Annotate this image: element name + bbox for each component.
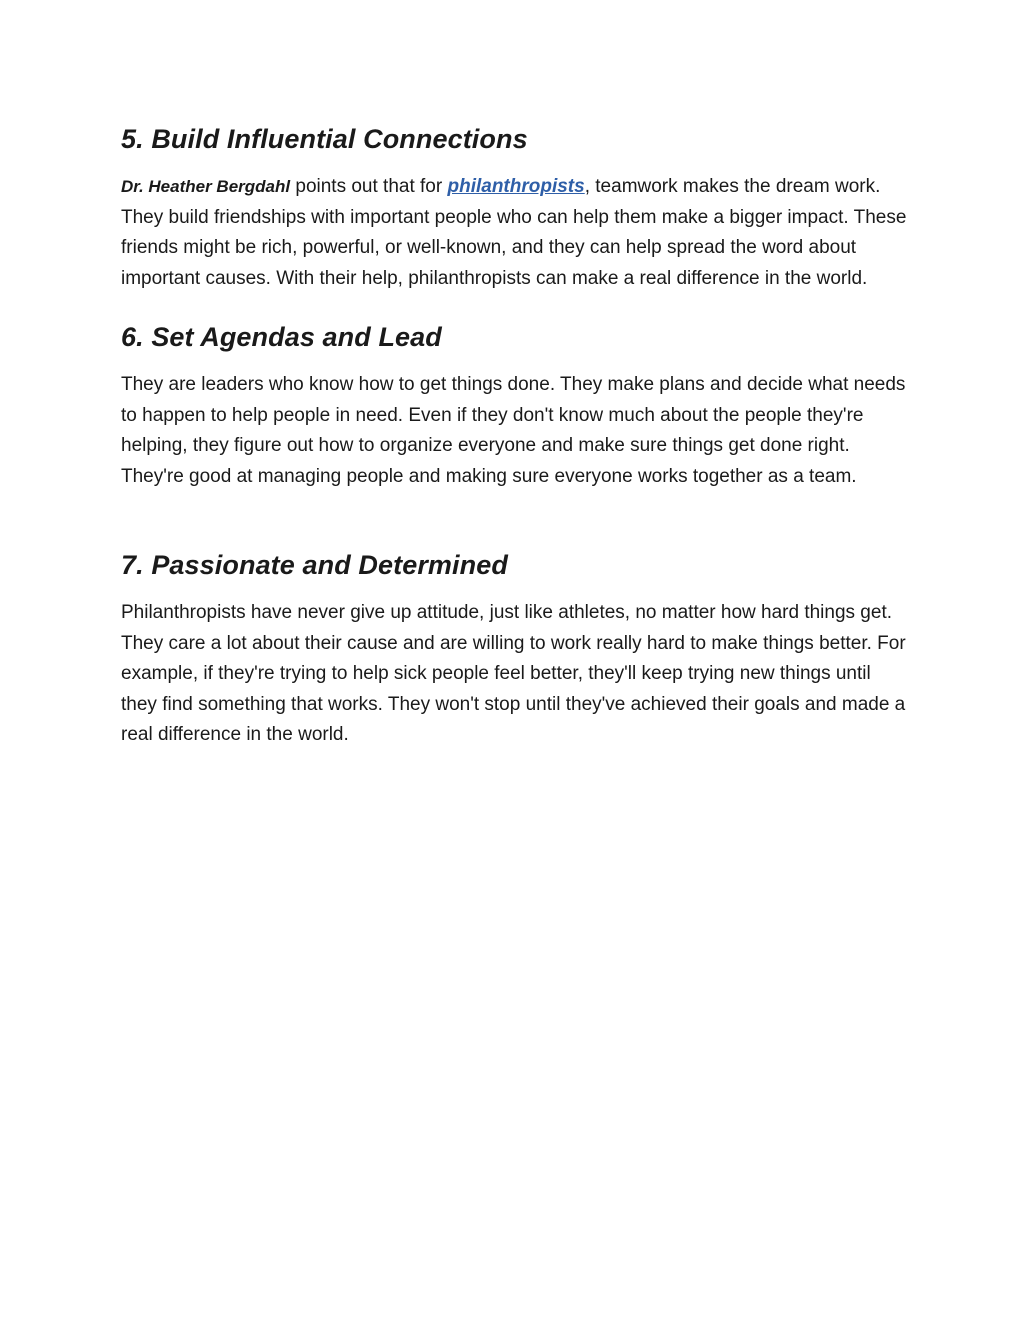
section-heading: 6. Set Agendas and Lead xyxy=(121,322,442,352)
author-name: Dr. Heather Bergdahl xyxy=(121,177,291,196)
section-build-influential-connections xyxy=(121,118,911,294)
document-page xyxy=(121,118,911,751)
section-paragraph: They are leaders who know how to get things done. They make plans and decide what needs to happen to help people in need. Even if they don't know much about the people they're helping, they figure out how to organize everyone and make sure things get done right. They're good at managing people and making sure everyone works together as a team. xyxy=(121,374,906,487)
philanthropists-link[interactable]: philanthropists xyxy=(447,176,585,197)
section-heading: 5. Build Influential Connections xyxy=(121,124,528,154)
section-paragraph xyxy=(121,172,911,294)
section-passionate-and-determined xyxy=(121,544,911,751)
section-set-agendas-and-lead xyxy=(121,316,911,492)
paragraph-text: , teamwork makes the dream work. They build friendships with important people who can help them make a bigger impact. These friends might be rich, powerful, or well-known, and they can help spread the word about important causes. With their help, philanthropists can make a real difference in the world. xyxy=(121,176,907,289)
section-heading: 7. Passionate and Determined xyxy=(121,550,508,580)
section-paragraph: Philanthropists have never give up attitude, just like athletes, no matter how hard things get. They care a lot about their cause and are willing to work really hard to make things better. For example, if they're trying to help sick people feel better, they'll keep trying new things until they find something that works. They won't stop until they've achieved their goals and made a real difference in the world. xyxy=(121,602,906,745)
paragraph-text: points out that for xyxy=(290,176,448,197)
